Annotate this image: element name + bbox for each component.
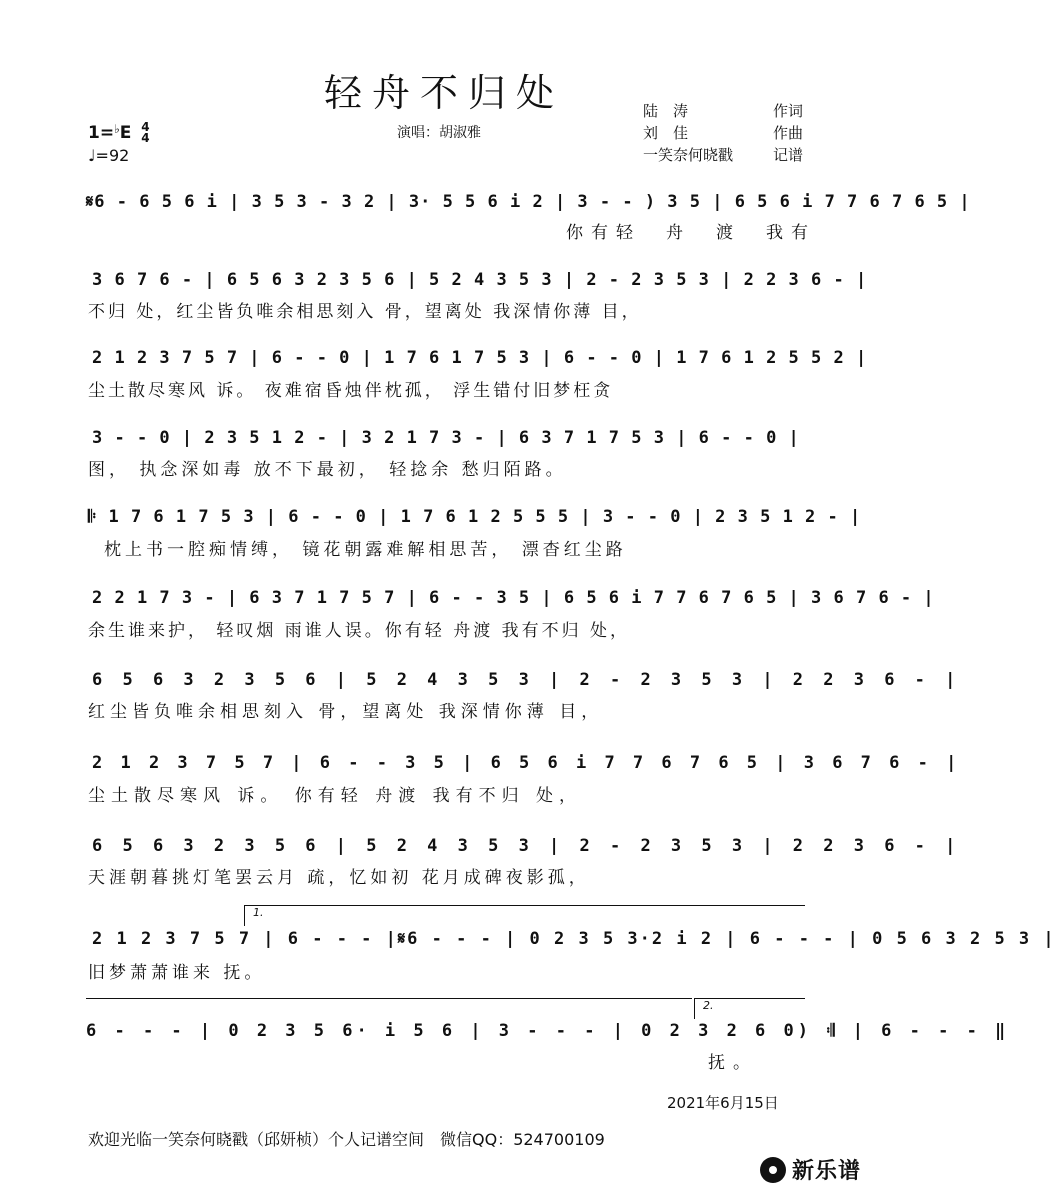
- credits: [643, 100, 803, 166]
- time-signature: 4 4: [141, 120, 150, 145]
- system-7-lyrics: 红尘皆负唯余相思刻入 骨，望离处 我深情你薄 目，: [88, 702, 604, 722]
- singer: 演唱：胡淑雅: [397, 125, 481, 141]
- system-10-notes: 2 1 2 3 7 5 7 | 6 - - - |𝄋6 - - - | 0 2 3 5 3·2 i 2 | 6 - - - | 0 5 6 3 2 5 3 |: [92, 929, 1056, 949]
- footer-note: 欢迎光临一笑奈何晓戳（邱妍桢）个人记谱空间 微信QQ：524700109: [88, 1130, 605, 1149]
- second-ending-bracket: 2.: [694, 998, 805, 1019]
- system-4-lyrics: 图， 执念深如毒 放不下最初， 轻捻余 愁归陌路。: [88, 460, 567, 480]
- system-9-notes: 6 5 6 3 2 3 5 6 | 5 2 4 3 5 3 | 2 - 2 3 5 3 | 2 2 3 6 - |: [92, 836, 961, 856]
- credit-lyricist: 陆 涛 作词: [643, 102, 803, 120]
- system-11-notes: 6 - - - | 0 2 3 5 6· i 5 6 | 3 - - - | 0 2 3 2 6 0) 𝄇 | 6 - - - ‖: [86, 1021, 1010, 1041]
- system-1-notes: 𝄋6 - 6 5 6 i | 3 5 3 - 3 2 | 3· 5 5 6 i 2 | 3 - - ) 3 5 | 6 5 6 i 7 7 6 7 6 5 |: [86, 192, 971, 212]
- tempo: ♩=92: [88, 146, 130, 165]
- system-1-lyrics: 你有轻 舟 渡 我有: [566, 223, 816, 243]
- system-8-notes: 2 1 2 3 7 5 7 | 6 - - 3 5 | 6 5 6 i 7 7 6 7 6 5 | 3 6 7 6 - |: [92, 753, 961, 773]
- system-3-notes: 2 1 2 3 7 5 7 | 6 - - 0 | 1 7 6 1 7 5 3 | 6 - - 0 | 1 7 6 1 2 5 5 2 |: [92, 348, 868, 368]
- song-title: 轻舟不归处: [323, 71, 564, 115]
- system-2-lyrics: 不归 处，红尘皆负唯余相思刻入 骨，望离处 我深情你薄 目，: [88, 302, 642, 322]
- system-4-notes: 3 - - 0 | 2 3 5 1 2 - | 3 2 1 7 3 - | 6 3 7 1 7 5 3 | 6 - - 0 |: [92, 428, 800, 448]
- system-9-lyrics: 天涯朝暮挑灯笔罢云月 疏，忆如初 花月成碑夜影孤，: [88, 868, 590, 888]
- system-10-lyrics: 旧梦萧萧谁来 抚。: [88, 963, 266, 983]
- system-6-lyrics: 余生谁来护， 轻叹烟 雨谁人误。你有轻 舟渡 我有不归 处，: [88, 621, 631, 641]
- system-7-notes: 6 5 6 3 2 3 5 6 | 5 2 4 3 5 3 | 2 - 2 3 5 3 | 2 2 3 6 - |: [92, 670, 961, 690]
- system-5-lyrics: 枕上书一腔痴情缚， 镜花朝露难解相思苦， 漂杳红尘路: [104, 540, 627, 560]
- first-ending-bracket: 1.: [244, 905, 805, 926]
- credit-composer: 刘 佳 作曲: [643, 124, 803, 142]
- record-icon: [760, 1157, 786, 1183]
- credit-transcriber: 一笑奈何晓戳 记谱: [643, 146, 803, 164]
- date: 2021年6月15日: [667, 1094, 779, 1112]
- first-ending-continuation-line: [86, 998, 692, 999]
- system-5-notes: 𝄆 1 7 6 1 7 5 3 | 6 - - 0 | 1 7 6 1 2 5 5 5 | 3 - - 0 | 2 3 5 1 2 - |: [88, 507, 862, 527]
- system-3-lyrics: 尘土散尽寒风 诉。 夜难宿昏烛伴枕孤， 浮生错付旧梦枉贪: [88, 381, 614, 401]
- system-8-lyrics: 尘土散尽寒风 诉。 你有轻 舟渡 我有不归 处，: [88, 786, 583, 806]
- system-2-notes: 3 6 7 6 - | 6 5 6 3 2 3 5 6 | 5 2 4 3 5 3 | 2 - 2 3 5 3 | 2 2 3 6 - |: [92, 270, 868, 290]
- site-logo: 新乐谱: [760, 1154, 861, 1185]
- system-11-lyrics: 抚。: [708, 1053, 758, 1073]
- system-6-notes: 2 2 1 7 3 - | 6 3 7 1 7 5 7 | 6 - - 3 5 | 6 5 6 i 7 7 6 7 6 5 | 3 6 7 6 - |: [92, 588, 935, 608]
- key-signature: 1=♭E 4 4: [88, 120, 150, 145]
